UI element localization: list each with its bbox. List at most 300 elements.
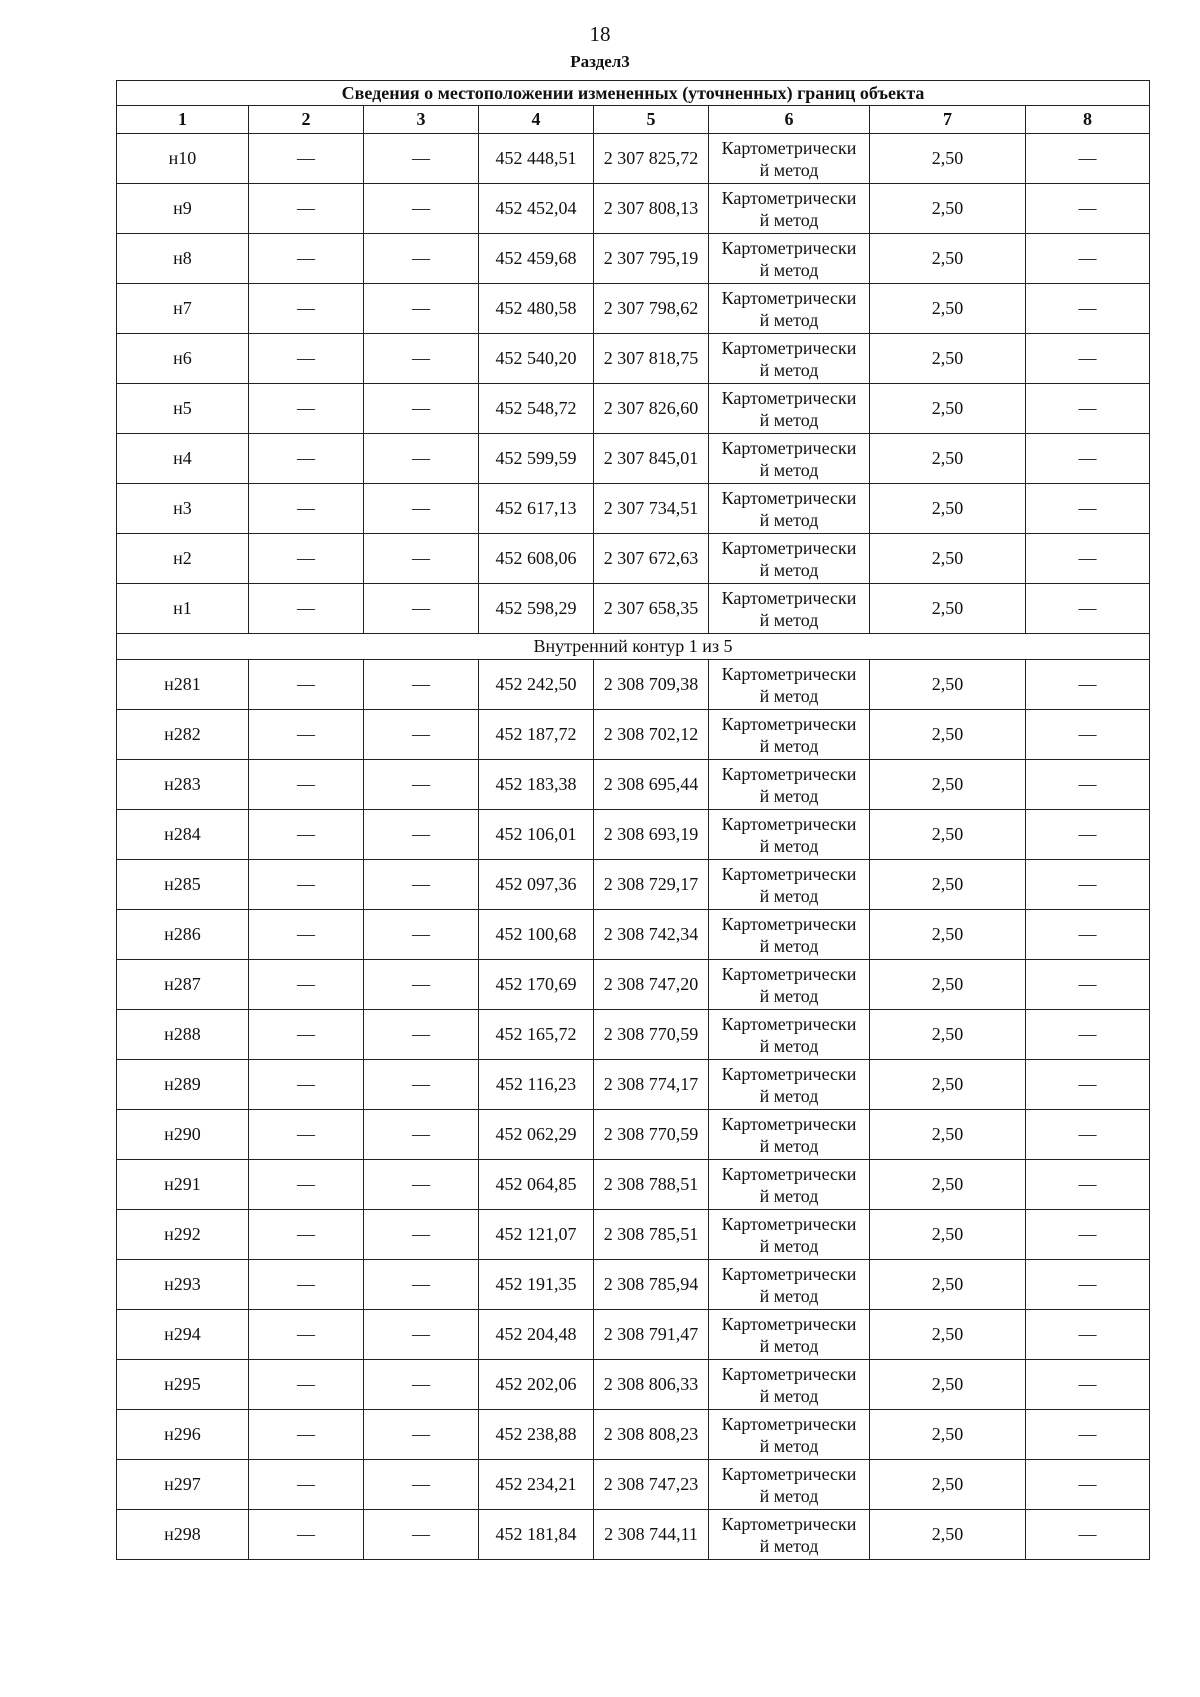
accuracy-cell: 2,50 [870,1210,1026,1260]
method-line-2: й метод [759,1235,819,1256]
column-3-cell: — [364,1360,479,1410]
x-coordinate-cell: 452 062,29 [479,1110,594,1160]
point-name-cell: н281 [117,660,249,710]
y-coordinate-cell: 2 307 672,63 [594,534,709,584]
x-coordinate-cell: 452 617,13 [479,484,594,534]
column-2-cell: — [249,710,364,760]
y-coordinate-cell: 2 307 826,60 [594,384,709,434]
column-8-cell: — [1026,184,1150,234]
y-coordinate-cell: 2 308 742,34 [594,910,709,960]
y-coordinate-cell: 2 308 774,17 [594,1060,709,1110]
column-3-cell: — [364,910,479,960]
accuracy-cell: 2,50 [870,134,1026,184]
x-coordinate-cell: 452 121,07 [479,1210,594,1260]
x-coordinate-cell: 452 548,72 [479,384,594,434]
method-line-1: Картометрически [721,337,857,358]
column-2-cell: — [249,184,364,234]
method-cell [709,384,870,434]
method-cell [709,134,870,184]
x-coordinate-cell: 452 459,68 [479,234,594,284]
accuracy-cell: 2,50 [870,860,1026,910]
accuracy-cell: 2,50 [870,710,1026,760]
column-8-cell: — [1026,1160,1150,1210]
point-name-cell: н298 [117,1510,249,1560]
y-coordinate-cell: 2 308 806,33 [594,1360,709,1410]
method-cell [709,284,870,334]
accuracy-cell: 2,50 [870,960,1026,1010]
column-number: 5 [594,106,709,134]
method-line-1: Картометрически [721,763,857,784]
column-2-cell: — [249,960,364,1010]
method-line-1: Картометрически [721,1313,857,1334]
accuracy-cell: 2,50 [870,910,1026,960]
method-line-2: й метод [759,835,819,856]
y-coordinate-cell: 2 308 770,59 [594,1110,709,1160]
column-2-cell: — [249,1460,364,1510]
y-coordinate-cell: 2 308 709,38 [594,660,709,710]
point-name-cell: н8 [117,234,249,284]
column-3-cell: — [364,234,479,284]
column-3-cell: — [364,284,479,334]
table-row [117,1110,1150,1160]
accuracy-cell: 2,50 [870,1160,1026,1210]
column-3-cell: — [364,134,479,184]
method-line-2: й метод [759,259,819,280]
column-2-cell: — [249,334,364,384]
y-coordinate-cell: 2 308 693,19 [594,810,709,860]
point-name-cell: н10 [117,134,249,184]
x-coordinate-cell: 452 097,36 [479,860,594,910]
point-name-cell: н282 [117,710,249,760]
column-3-cell: — [364,384,479,434]
table-body [117,134,1150,1560]
column-8-cell: — [1026,760,1150,810]
method-line-1: Картометрически [721,237,857,258]
y-coordinate-cell: 2 308 747,23 [594,1460,709,1510]
section-title: Раздел3 [570,52,630,71]
method-cell [709,1360,870,1410]
method-line-1: Картометрически [721,663,857,684]
column-8-cell: — [1026,810,1150,860]
y-coordinate-cell: 2 308 695,44 [594,760,709,810]
point-name-cell: н290 [117,1110,249,1160]
column-2-cell: — [249,860,364,910]
y-coordinate-cell: 2 308 744,11 [594,1510,709,1560]
point-name-cell: н297 [117,1460,249,1510]
column-8-cell: — [1026,1410,1150,1460]
method-line-1: Картометрически [721,1463,857,1484]
method-line-2: й метод [759,559,819,580]
column-number: 7 [870,106,1026,134]
table-row [117,1460,1150,1510]
method-cell [709,1260,870,1310]
column-2-cell: — [249,1360,364,1410]
column-3-cell: — [364,960,479,1010]
method-line-2: й метод [759,1335,819,1356]
column-2-cell: — [249,810,364,860]
accuracy-cell: 2,50 [870,484,1026,534]
column-2-cell: — [249,1210,364,1260]
method-line-2: й метод [759,1285,819,1306]
x-coordinate-cell: 452 448,51 [479,134,594,184]
y-coordinate-cell: 2 308 702,12 [594,710,709,760]
method-cell [709,710,870,760]
column-8-cell: — [1026,484,1150,534]
column-8-cell: — [1026,1360,1150,1410]
column-8-cell: — [1026,1510,1150,1560]
column-3-cell: — [364,1510,479,1560]
table-row [117,810,1150,860]
table-row [117,1160,1150,1210]
page-number: 18 [589,22,611,46]
column-2-cell: — [249,1010,364,1060]
point-name-cell: н5 [117,384,249,434]
y-coordinate-cell: 2 307 818,75 [594,334,709,384]
method-line-1: Картометрически [721,1213,857,1234]
point-name-cell: н4 [117,434,249,484]
method-line-1: Картометрически [721,387,857,408]
method-line-2: й метод [759,685,819,706]
accuracy-cell: 2,50 [870,1060,1026,1110]
column-8-cell: — [1026,860,1150,910]
column-3-cell: — [364,860,479,910]
table-row [117,760,1150,810]
column-3-cell: — [364,334,479,384]
method-line-2: й метод [759,159,819,180]
accuracy-cell: 2,50 [870,810,1026,860]
column-3-cell: — [364,1060,479,1110]
method-line-2: й метод [759,885,819,906]
column-3-cell: — [364,1310,479,1360]
method-cell [709,1510,870,1560]
table-title: Сведения о местоположении измененных (уточненных) границ объекта [117,81,1150,106]
method-line-1: Картометрически [721,963,857,984]
point-name-cell: н293 [117,1260,249,1310]
accuracy-cell: 2,50 [870,1460,1026,1510]
column-2-cell: — [249,1510,364,1560]
accuracy-cell: 2,50 [870,584,1026,634]
column-3-cell: — [364,1010,479,1060]
method-line-2: й метод [759,1085,819,1106]
x-coordinate-cell: 452 540,20 [479,334,594,384]
column-2-cell: — [249,1110,364,1160]
column-3-cell: — [364,810,479,860]
y-coordinate-cell: 2 307 808,13 [594,184,709,234]
table-row [117,1010,1150,1060]
table-row [117,710,1150,760]
column-2-cell: — [249,660,364,710]
point-name-cell: н286 [117,910,249,960]
point-name-cell: н292 [117,1210,249,1260]
y-coordinate-cell: 2 307 658,35 [594,584,709,634]
column-3-cell: — [364,1160,479,1210]
column-3-cell: — [364,660,479,710]
column-2-cell: — [249,1310,364,1360]
table-row [117,1060,1150,1110]
column-2-cell: — [249,1410,364,1460]
column-8-cell: — [1026,660,1150,710]
method-line-2: й метод [759,1435,819,1456]
method-cell [709,434,870,484]
table-row [117,1310,1150,1360]
method-cell [709,584,870,634]
column-number: 2 [249,106,364,134]
table-row [117,1510,1150,1560]
method-line-2: й метод [759,509,819,530]
column-3-cell: — [364,484,479,534]
x-coordinate-cell: 452 598,29 [479,584,594,634]
point-name-cell: н289 [117,1060,249,1110]
table-row [117,484,1150,534]
table-row [117,910,1150,960]
method-cell [709,184,870,234]
method-line-1: Картометрически [721,1063,857,1084]
y-coordinate-cell: 2 308 808,23 [594,1410,709,1460]
method-cell [709,1210,870,1260]
y-coordinate-cell: 2 307 795,19 [594,234,709,284]
method-cell [709,1460,870,1510]
method-line-2: й метод [759,785,819,806]
column-8-cell: — [1026,1060,1150,1110]
accuracy-cell: 2,50 [870,434,1026,484]
column-8-cell: — [1026,334,1150,384]
y-coordinate-cell: 2 307 825,72 [594,134,709,184]
method-line-1: Картометрически [721,1413,857,1434]
column-number: 4 [479,106,594,134]
accuracy-cell: 2,50 [870,1010,1026,1060]
accuracy-cell: 2,50 [870,184,1026,234]
x-coordinate-cell: 452 170,69 [479,960,594,1010]
point-name-cell: н6 [117,334,249,384]
method-line-1: Картометрически [721,813,857,834]
method-line-1: Картометрически [721,713,857,734]
column-8-cell: — [1026,234,1150,284]
column-8-cell: — [1026,134,1150,184]
method-line-2: й метод [759,1385,819,1406]
table-row [117,134,1150,184]
method-line-1: Картометрически [721,537,857,558]
method-line-1: Картометрически [721,1113,857,1134]
method-cell [709,910,870,960]
column-3-cell: — [364,184,479,234]
table-row [117,434,1150,484]
x-coordinate-cell: 452 608,06 [479,534,594,584]
column-number: 3 [364,106,479,134]
accuracy-cell: 2,50 [870,334,1026,384]
method-line-2: й метод [759,359,819,380]
x-coordinate-cell: 452 106,01 [479,810,594,860]
table-row [117,860,1150,910]
point-name-cell: н288 [117,1010,249,1060]
x-coordinate-cell: 452 183,38 [479,760,594,810]
method-cell [709,1410,870,1460]
contour-caption: Внутренний контур 1 из 5 [117,634,1150,660]
point-name-cell: н284 [117,810,249,860]
accuracy-cell: 2,50 [870,1260,1026,1310]
column-8-cell: — [1026,284,1150,334]
accuracy-cell: 2,50 [870,1310,1026,1360]
y-coordinate-cell: 2 308 791,47 [594,1310,709,1360]
method-cell [709,1110,870,1160]
table-row [117,534,1150,584]
method-cell [709,810,870,860]
column-3-cell: — [364,1460,479,1510]
column-3-cell: — [364,1110,479,1160]
column-8-cell: — [1026,1260,1150,1310]
accuracy-cell: 2,50 [870,1410,1026,1460]
method-line-2: й метод [759,1185,819,1206]
method-cell [709,1160,870,1210]
column-number: 1 [117,106,249,134]
table-row [117,384,1150,434]
column-number: 6 [709,106,870,134]
method-line-1: Картометрически [721,187,857,208]
column-8-cell: — [1026,710,1150,760]
column-2-cell: — [249,284,364,334]
column-2-cell: — [249,1060,364,1110]
table-row [117,1210,1150,1260]
method-cell [709,234,870,284]
coordinates-table [116,80,1150,1560]
x-coordinate-cell: 452 238,88 [479,1410,594,1460]
x-coordinate-cell: 452 116,23 [479,1060,594,1110]
y-coordinate-cell: 2 308 788,51 [594,1160,709,1210]
method-line-1: Картометрически [721,913,857,934]
method-cell [709,860,870,910]
column-8-cell: — [1026,534,1150,584]
x-coordinate-cell: 452 234,21 [479,1460,594,1510]
column-8-cell: — [1026,1310,1150,1360]
method-line-2: й метод [759,309,819,330]
method-cell [709,534,870,584]
y-coordinate-cell: 2 308 729,17 [594,860,709,910]
method-line-1: Картометрически [721,587,857,608]
y-coordinate-cell: 2 308 785,51 [594,1210,709,1260]
accuracy-cell: 2,50 [870,234,1026,284]
x-coordinate-cell: 452 599,59 [479,434,594,484]
method-line-1: Картометрически [721,1263,857,1284]
column-3-cell: — [364,1410,479,1460]
method-cell [709,960,870,1010]
table-row [117,334,1150,384]
column-2-cell: — [249,484,364,534]
column-3-cell: — [364,760,479,810]
column-3-cell: — [364,434,479,484]
x-coordinate-cell: 452 165,72 [479,1010,594,1060]
table-row [117,1260,1150,1310]
column-8-cell: — [1026,584,1150,634]
point-name-cell: н9 [117,184,249,234]
method-cell [709,760,870,810]
method-line-2: й метод [759,609,819,630]
method-cell [709,484,870,534]
column-8-cell: — [1026,384,1150,434]
accuracy-cell: 2,50 [870,1110,1026,1160]
x-coordinate-cell: 452 181,84 [479,1510,594,1560]
point-name-cell: н2 [117,534,249,584]
x-coordinate-cell: 452 480,58 [479,284,594,334]
method-line-1: Картометрически [721,487,857,508]
column-2-cell: — [249,134,364,184]
method-cell [709,1310,870,1360]
accuracy-cell: 2,50 [870,384,1026,434]
column-2-cell: — [249,760,364,810]
accuracy-cell: 2,50 [870,284,1026,334]
method-cell [709,334,870,384]
column-8-cell: — [1026,1010,1150,1060]
column-2-cell: — [249,534,364,584]
column-8-cell: — [1026,1210,1150,1260]
column-8-cell: — [1026,1460,1150,1510]
column-3-cell: — [364,710,479,760]
x-coordinate-cell: 452 452,04 [479,184,594,234]
method-line-2: й метод [759,459,819,480]
y-coordinate-cell: 2 307 734,51 [594,484,709,534]
point-name-cell: н1 [117,584,249,634]
accuracy-cell: 2,50 [870,534,1026,584]
method-line-2: й метод [759,935,819,956]
table-row [117,184,1150,234]
column-2-cell: — [249,1260,364,1310]
column-2-cell: — [249,434,364,484]
method-line-1: Картометрически [721,1163,857,1184]
y-coordinate-cell: 2 307 845,01 [594,434,709,484]
method-line-1: Картометрически [721,863,857,884]
point-name-cell: н291 [117,1160,249,1210]
column-3-cell: — [364,534,479,584]
point-name-cell: н294 [117,1310,249,1360]
column-2-cell: — [249,1160,364,1210]
x-coordinate-cell: 452 064,85 [479,1160,594,1210]
column-8-cell: — [1026,434,1150,484]
point-name-cell: н285 [117,860,249,910]
accuracy-cell: 2,50 [870,760,1026,810]
point-name-cell: н296 [117,1410,249,1460]
y-coordinate-cell: 2 308 785,94 [594,1260,709,1310]
x-coordinate-cell: 452 204,48 [479,1310,594,1360]
column-8-cell: — [1026,1110,1150,1160]
column-3-cell: — [364,1210,479,1260]
method-line-2: й метод [759,1485,819,1506]
column-2-cell: — [249,234,364,284]
method-line-1: Картометрически [721,137,857,158]
contour-caption-row [117,634,1150,660]
method-line-2: й метод [759,209,819,230]
column-2-cell: — [249,910,364,960]
x-coordinate-cell: 452 100,68 [479,910,594,960]
column-3-cell: — [364,1260,479,1310]
method-line-1: Картометрически [721,287,857,308]
column-8-cell: — [1026,910,1150,960]
y-coordinate-cell: 2 308 747,20 [594,960,709,1010]
table-row [117,1410,1150,1460]
point-name-cell: н283 [117,760,249,810]
method-line-2: й метод [759,985,819,1006]
column-2-cell: — [249,384,364,434]
accuracy-cell: 2,50 [870,1360,1026,1410]
column-3-cell: — [364,584,479,634]
method-line-1: Картометрически [721,1513,857,1534]
y-coordinate-cell: 2 307 798,62 [594,284,709,334]
accuracy-cell: 2,50 [870,660,1026,710]
x-coordinate-cell: 452 191,35 [479,1260,594,1310]
method-line-2: й метод [759,1535,819,1556]
method-line-1: Картометрически [721,1363,857,1384]
method-line-2: й метод [759,735,819,756]
method-line-2: й метод [759,1135,819,1156]
x-coordinate-cell: 452 187,72 [479,710,594,760]
point-name-cell: н295 [117,1360,249,1410]
